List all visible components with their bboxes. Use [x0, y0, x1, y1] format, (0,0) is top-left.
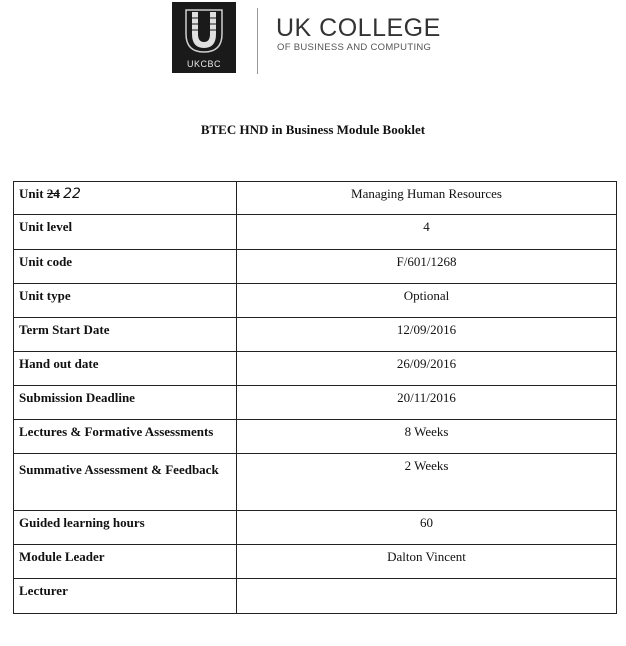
u-shield-icon	[172, 6, 236, 56]
table-row	[14, 511, 617, 545]
table-row	[14, 284, 617, 318]
table-row	[14, 215, 617, 250]
row-label: Lectures & Formative Assessments	[14, 420, 237, 454]
row-label: Lecturer	[14, 579, 237, 614]
row-label: Guided learning hours	[14, 511, 237, 545]
table-row	[14, 352, 617, 386]
row-value: 20/11/2016	[237, 386, 617, 420]
row-label: Unit 24 22	[14, 182, 237, 215]
row-value: Dalton Vincent	[237, 545, 617, 579]
row-value: 8 Weeks	[237, 420, 617, 454]
row-value: 4	[237, 215, 617, 250]
table-row	[14, 454, 617, 511]
row-label: Unit type	[14, 284, 237, 318]
table-row	[14, 182, 617, 215]
college-logo	[172, 2, 236, 73]
document-title: BTEC HND in Business Module Booklet	[200, 122, 426, 137]
college-name: UK COLLEGE	[276, 14, 441, 42]
table-row	[14, 318, 617, 352]
handwritten-unit-number: 22	[63, 186, 81, 202]
row-label: Unit level	[14, 215, 237, 250]
row-value: 26/09/2016	[237, 352, 617, 386]
row-label: Module Leader	[14, 545, 237, 579]
college-subtitle: OF BUSINESS AND COMPUTING	[277, 42, 432, 53]
table-row	[14, 250, 617, 284]
table-row	[14, 579, 617, 614]
row-label: Hand out date	[14, 352, 237, 386]
row-label: Summative Assessment & Feedback	[14, 454, 237, 511]
row-label: Term Start Date	[14, 318, 237, 352]
row-value: F/601/1268	[237, 250, 617, 284]
table-row	[14, 420, 617, 454]
row-value: 60	[237, 511, 617, 545]
row-value: Managing Human Resources	[237, 182, 617, 215]
logo-abbreviation: UKCBC	[186, 59, 221, 69]
row-value	[237, 579, 617, 614]
row-value: Optional	[237, 284, 617, 318]
table-row	[14, 545, 617, 579]
logo-divider	[257, 8, 258, 74]
row-value: 12/09/2016	[237, 318, 617, 352]
row-label: Unit code	[14, 250, 237, 284]
struck-unit-number: 24	[46, 186, 60, 201]
module-info-table	[13, 181, 617, 614]
row-label: Submission Deadline	[14, 386, 237, 420]
table-row	[14, 386, 617, 420]
row-value: 2 Weeks	[237, 454, 617, 511]
